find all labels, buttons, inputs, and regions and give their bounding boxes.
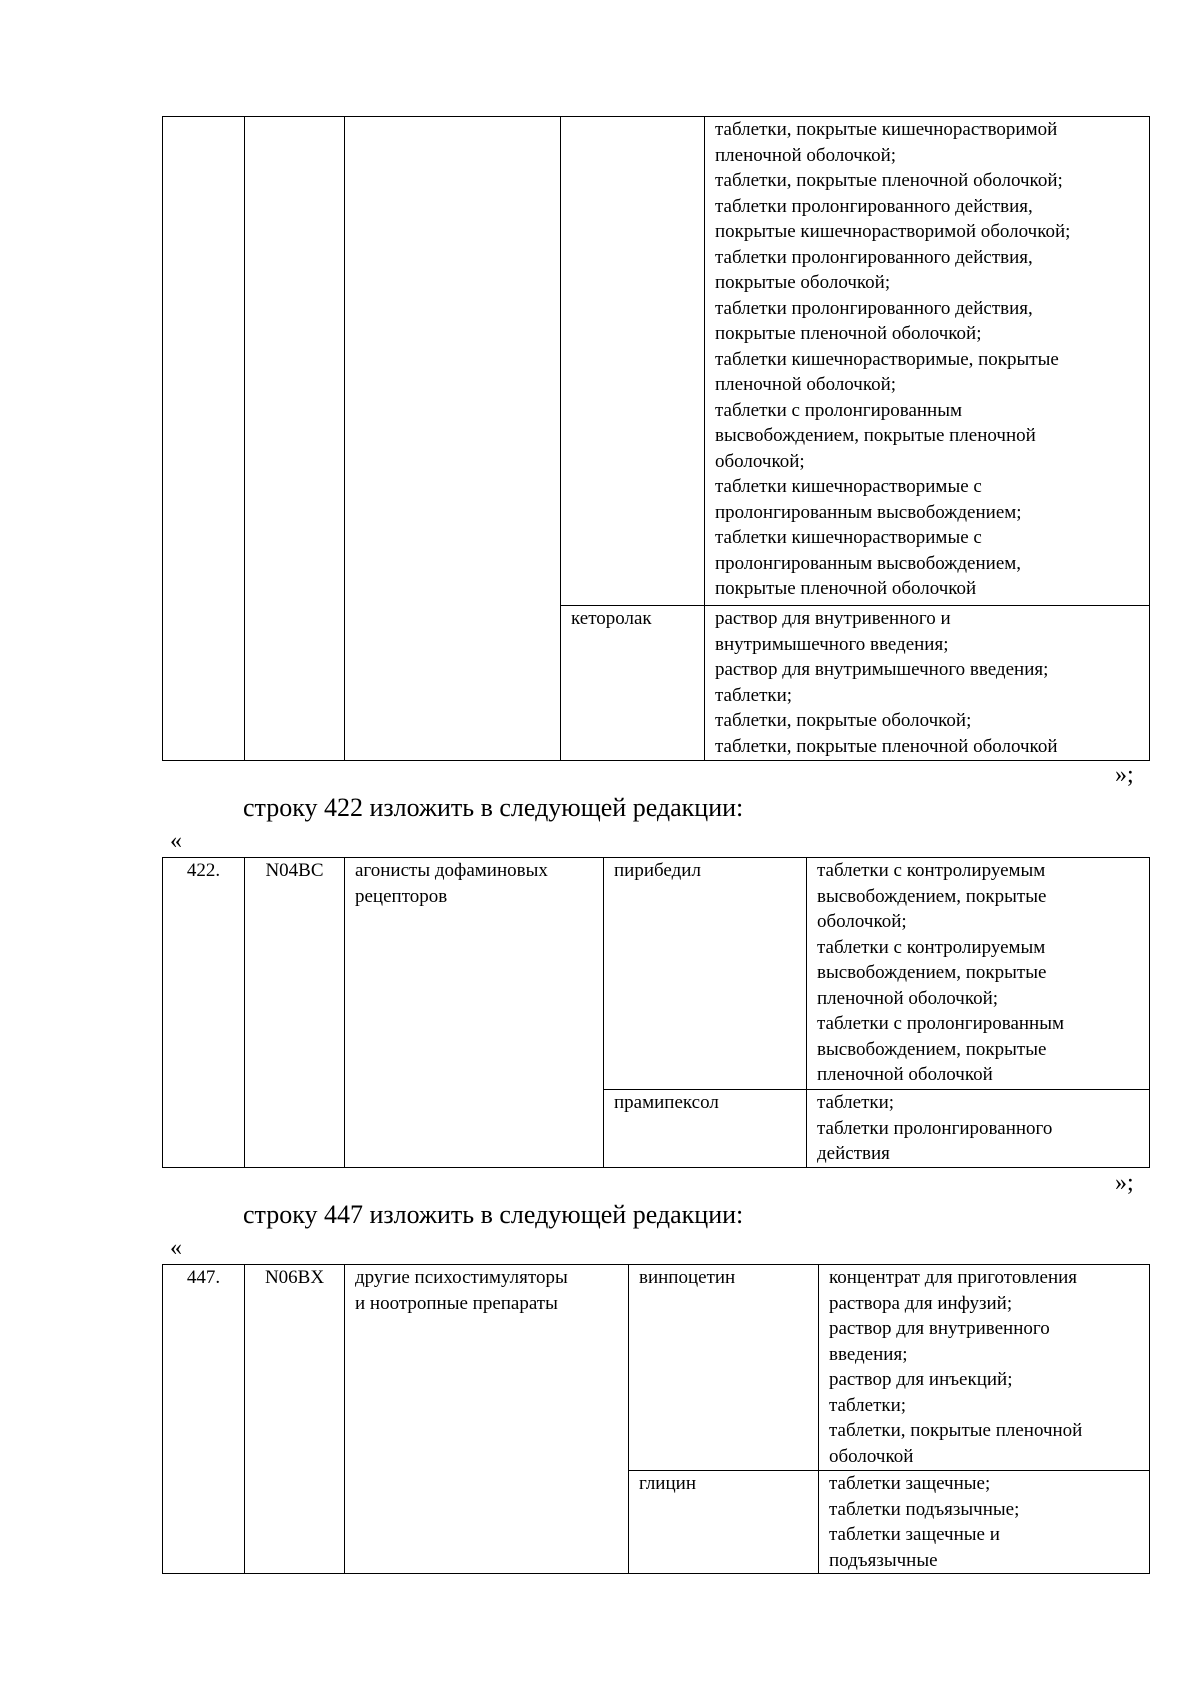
form-line: покрытые оболочкой; — [715, 272, 891, 293]
group-line: рецепторов — [355, 885, 448, 907]
form-line: пленочной оболочкой; — [715, 374, 897, 395]
table-row — [163, 858, 1150, 1090]
table-row — [163, 117, 1150, 606]
form-line: высвобождением, покрытые — [817, 885, 1047, 907]
table-row — [163, 1265, 1150, 1471]
form-line: таблетки защечные и — [829, 1524, 1000, 1545]
instruction-row-447: строку 447 изложить в следующей редакции: — [243, 1200, 744, 1229]
forms-cell — [807, 858, 1150, 1090]
form-line: таблетки с пролонгированным — [715, 399, 963, 421]
form-line: таблетки, покрытые пленочной — [829, 1420, 1083, 1441]
drug-cell: кеторолак — [561, 606, 705, 761]
opening-quote: « — [170, 828, 182, 854]
form-line: пленочной оболочкой; — [817, 987, 999, 1009]
forms-cell — [807, 1090, 1150, 1168]
form-line: оболочкой — [829, 1445, 914, 1467]
drug-cell: винпоцетин — [629, 1265, 819, 1471]
form-line: раствор для внутривенного и — [715, 608, 951, 629]
form-line: пролонгированным высвобождением, — [715, 552, 1022, 574]
form-line: пленочной оболочкой; — [715, 144, 897, 166]
form-line: таблетки пролонгированного действия, — [715, 195, 1033, 217]
form-line: таблетки, покрытые пленочной оболочкой — [715, 735, 1058, 757]
form-line: раствор для инъекций; — [829, 1369, 1013, 1390]
drug-cell: пирибедил — [604, 858, 807, 1090]
table-row-447 — [162, 1264, 1150, 1574]
closing-quote: »; — [1115, 762, 1134, 788]
form-line: оболочкой; — [817, 911, 907, 932]
form-line: подъязычные — [829, 1549, 938, 1571]
forms-cell — [819, 1265, 1150, 1471]
form-line: таблетки, покрытые оболочкой; — [715, 710, 972, 731]
form-line: оболочкой; — [715, 450, 805, 472]
group-cell — [345, 858, 604, 1168]
group-cell — [345, 1265, 629, 1574]
forms-cell — [705, 117, 1150, 606]
number-cell — [163, 117, 245, 761]
form-line: таблетки с контролируемым — [817, 860, 1046, 881]
form-line: таблетки; — [715, 684, 793, 706]
form-line: таблетки кишечнорастворимые с — [715, 527, 982, 548]
group-line: и ноотропные препараты — [355, 1292, 558, 1314]
form-line: высвобождением, покрытые пленочной — [715, 425, 1036, 446]
group-cell — [345, 117, 561, 761]
form-line: таблетки кишечнорастворимые с — [715, 476, 982, 497]
form-line: таблетки; — [829, 1394, 907, 1416]
form-line: таблетки пролонгированного — [817, 1117, 1053, 1139]
form-line: таблетки кишечнорастворимые, покрытые — [715, 348, 1059, 370]
form-line: таблетки с пролонгированным — [817, 1013, 1065, 1034]
group-line: агонисты дофаминовых — [355, 860, 548, 881]
form-line: высвобождением, покрытые — [817, 962, 1047, 983]
form-line: раствора для инфузий; — [829, 1292, 1013, 1314]
form-line: покрытые кишечнорастворимой оболочкой; — [715, 221, 1071, 242]
form-line: таблетки пролонгированного действия, — [715, 246, 1033, 268]
group-line: другие психостимуляторы — [355, 1267, 568, 1288]
form-line: таблетки подъязычные; — [829, 1498, 1020, 1520]
opening-quote: « — [170, 1235, 182, 1261]
form-line: высвобождением, покрытые — [817, 1038, 1047, 1060]
form-line: таблетки, покрытые кишечнорастворимой — [715, 119, 1058, 140]
form-line: концентрат для приготовления — [829, 1267, 1078, 1288]
form-line: пленочной оболочкой — [817, 1064, 993, 1085]
table-continuation — [162, 116, 1150, 761]
form-line: раствор для внутривенного — [829, 1318, 1050, 1339]
code-cell — [245, 117, 345, 761]
form-line: таблетки пролонгированного действия, — [715, 297, 1033, 319]
number-cell: 447. — [163, 1265, 245, 1574]
drug-cell: прамипексол — [604, 1090, 807, 1168]
drug-cell — [561, 117, 705, 606]
form-line: раствор для внутримышечного введения; — [715, 659, 1049, 680]
drug-cell: глицин — [629, 1471, 819, 1574]
code-cell: N04BC — [245, 858, 345, 1168]
table-row-422 — [162, 857, 1150, 1168]
form-line: таблетки с контролируемым — [817, 936, 1046, 958]
form-line: покрытые пленочной оболочкой — [715, 578, 977, 599]
form-line: введения; — [829, 1343, 908, 1365]
form-line: таблетки; — [817, 1092, 895, 1113]
code-cell: N06BX — [245, 1265, 345, 1574]
form-line: покрытые пленочной оболочкой; — [715, 323, 982, 344]
closing-quote: »; — [1115, 1170, 1134, 1196]
form-line: пролонгированным высвобождением; — [715, 501, 1022, 523]
instruction-row-422: строку 422 изложить в следующей редакции: — [243, 793, 744, 822]
number-cell: 422. — [163, 858, 245, 1168]
form-line: внутримышечного введения; — [715, 633, 949, 655]
form-line: таблетки, покрытые пленочной оболочкой; — [715, 170, 1063, 191]
forms-cell — [705, 606, 1150, 761]
forms-cell — [819, 1471, 1150, 1574]
form-line: таблетки защечные; — [829, 1473, 991, 1494]
form-line: действия — [817, 1143, 890, 1164]
